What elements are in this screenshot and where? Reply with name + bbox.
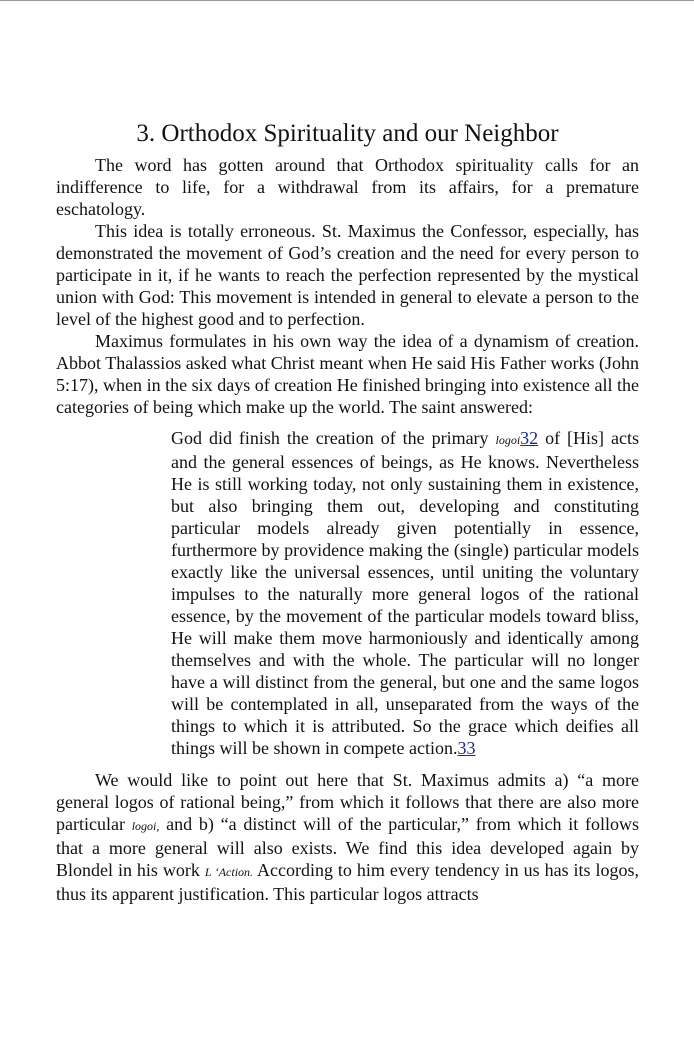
quote-term-logoi: logoi — [495, 433, 521, 447]
section-heading: 3. Orthodox Spirituality and our Neighbor — [136, 120, 559, 147]
paragraph-2: This idea is totally erroneous. St. Maximus the Confessor, especially, has demonstrated the movement of God’s creation and the need for every person to participate in it, if he wants to reach the perfection represented by the mystical union with God: This movement is intended in general to elevate a person to the level of the highest good and to perfection. — [56, 221, 639, 329]
paragraph-4-middle: and b) “a distinct will of the particular,” from which it follows that a more general will also exists. We find this idea developed again by Blondel in his work — [56, 814, 640, 880]
maximus-quotation — [171, 427, 639, 759]
page-top-border — [0, 0, 694, 1]
paragraph-4-start: We would like to point out here that St. Maximus admits a) “a more general logos of rational being,” from which it follows that there are also more particular — [56, 770, 639, 834]
quote-text-start: God did finish the creation of the primary — [171, 428, 496, 448]
work-title-laction: L ‘Action. — [204, 865, 254, 879]
paragraph-1: The word has gotten around that Orthodox spirituality calls for an indifference to life, for a withdrawal from its affairs, for a premature eschatology. — [56, 155, 639, 219]
footnote-link-33[interactable]: 33 — [457, 738, 476, 758]
paragraph-4-term-logoi: logoi, — [131, 819, 160, 833]
footnote-link-32[interactable]: 32 — [520, 428, 539, 448]
paragraph-3: Maximus formulates in his own way the idea of a dynamism of creation. Abbot Thalassios asked what Christ meant when He said His Father works (John 5:17), when in the six days of creation He finished bringing into existence all the categories of being which make up the world. The saint answered: — [56, 331, 639, 417]
paragraph-4 — [56, 769, 639, 905]
paragraph-4-end: According to him every tendency in us has its logos, thus its apparent justification. This particular logos attracts — [56, 860, 640, 904]
quote-text-main: of [His] acts and the general essences of beings, as He knows. Nevertheless He is still working today, not only sustaining them in existence, but also bringing them out, developing and constituting particular models already given potentially in essence, furthermore by providence making the (single) particular models exactly like the universal essences, until uniting the voluntary impulses to the naturally more general logos of the rational essence, by the movement of the particular models toward bliss, He will make them move harmoniously and identically among themselves and with the whole. The particular will no longer have a will distinct from the general, but one and the same logos will be contemplated in all, unseparated from the ways of the things to which it is attributed. So the grace which deifies all things will be shown in compete action. — [171, 428, 639, 758]
document-page — [56, 118, 639, 905]
